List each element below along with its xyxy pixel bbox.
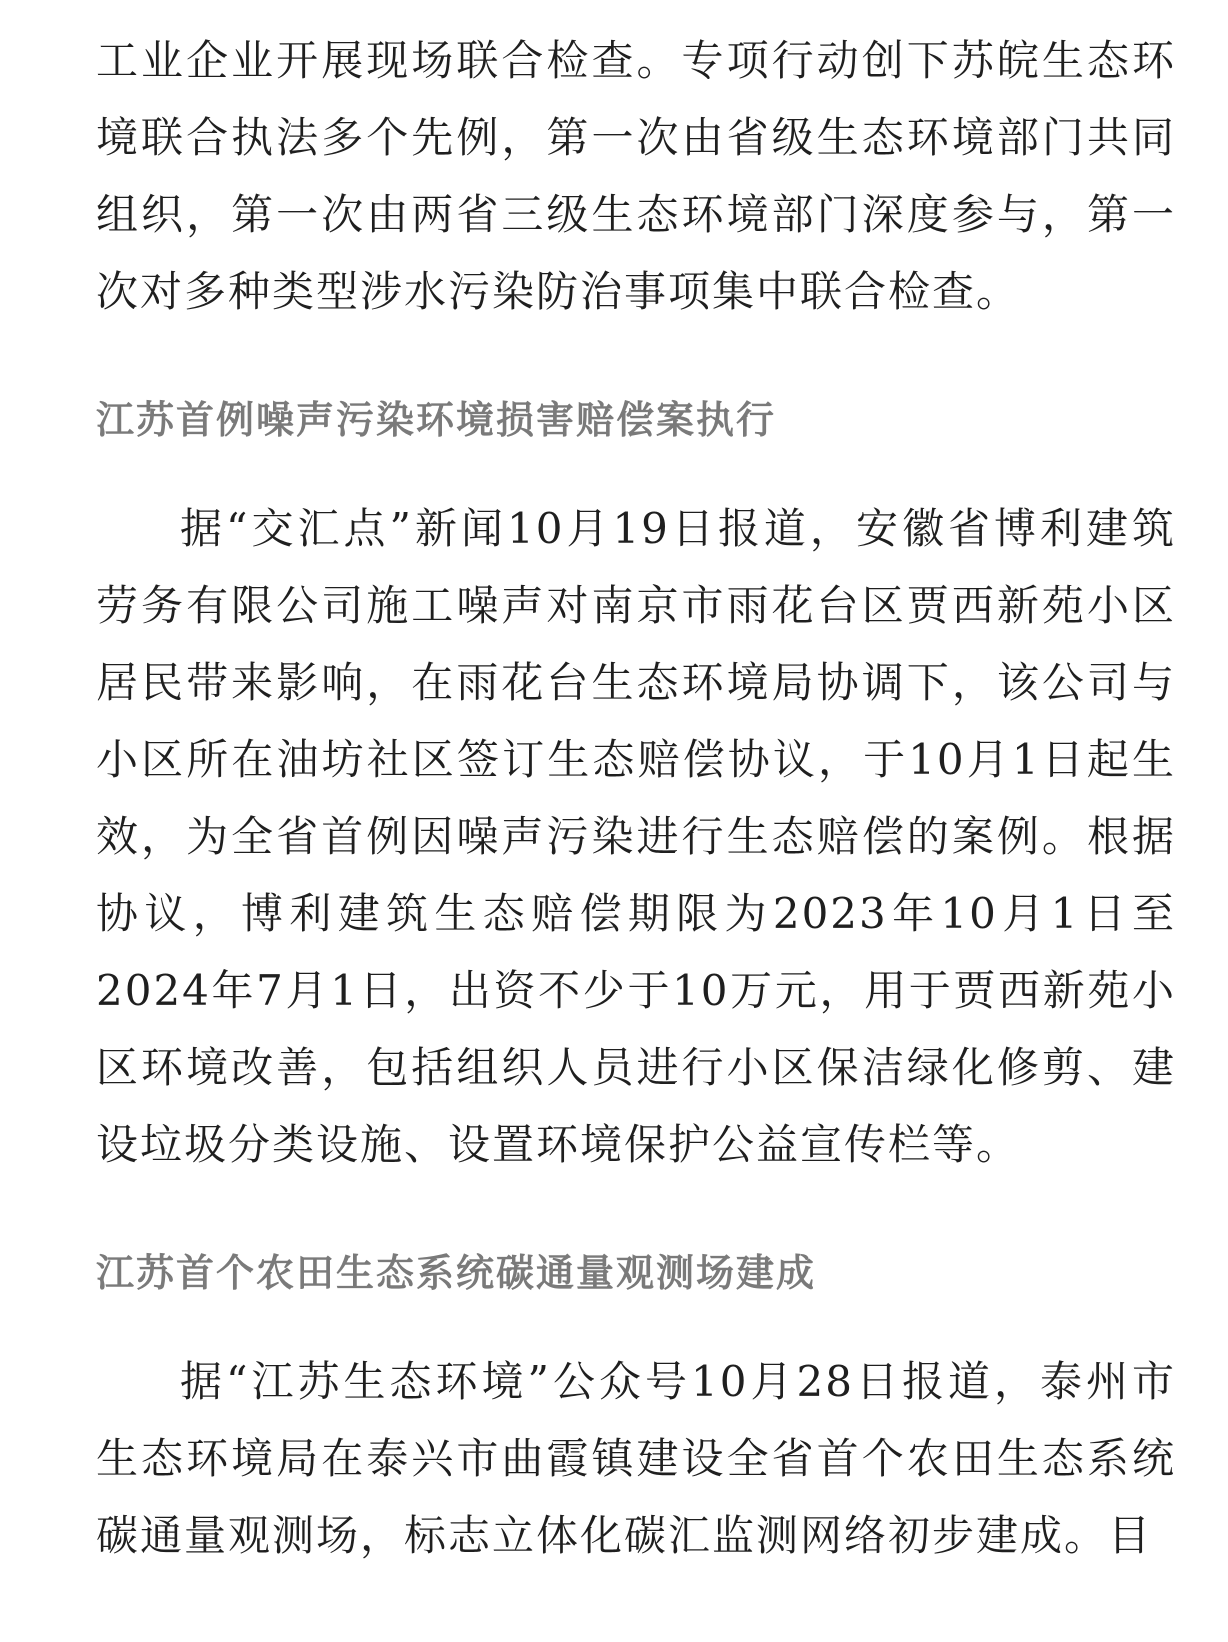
paragraph-joint-inspection: 工业企业开展现场联合检查。专项行动创下苏皖生态环境联合执法多个先例，第一次由省级生态环境部门共同组织，第一次由两省三级生态环境部门深度参与，第一次对多种类型涉水污染防治事项集中联合检查。 — [96, 36, 1176, 316]
section-heading-noise-compensation: 江苏首例噪声污染环境损害赔偿案执行 — [96, 398, 777, 442]
section-heading-carbon-flux: 江苏首个农田生态系统碳通量观测场建成 — [96, 1251, 817, 1295]
document-page — [96, 0, 1176, 1574]
paragraph-carbon-flux: 据“江苏生态环境”公众号10月28日报道，泰州市生态环境局在泰兴市曲霞镇建设全省首个农田生态系统碳通量观测场，标志立体化碳汇监测网络初步建成。目 — [96, 1357, 1176, 1560]
paragraph-noise-compensation: 据“交汇点”新闻10月19日报道，安徽省博利建筑劳务有限公司施工噪声对南京市雨花台区贾西新苑小区居民带来影响，在雨花台生态环境局协调下，该公司与小区所在油坊社区签订生态赔偿协议，于10月1日起生效，为全省首例因噪声污染进行生态赔偿的案例。根据协议，博利建筑生态赔偿期限为2023年10月1日至2024年7月1日，出资不少于10万元，用于贾西新苑小区环境改善，包括组织人员进行小区保洁绿化修剪、建设垃圾分类设施、设置环境保护公益宣传栏等。 — [96, 504, 1176, 1169]
